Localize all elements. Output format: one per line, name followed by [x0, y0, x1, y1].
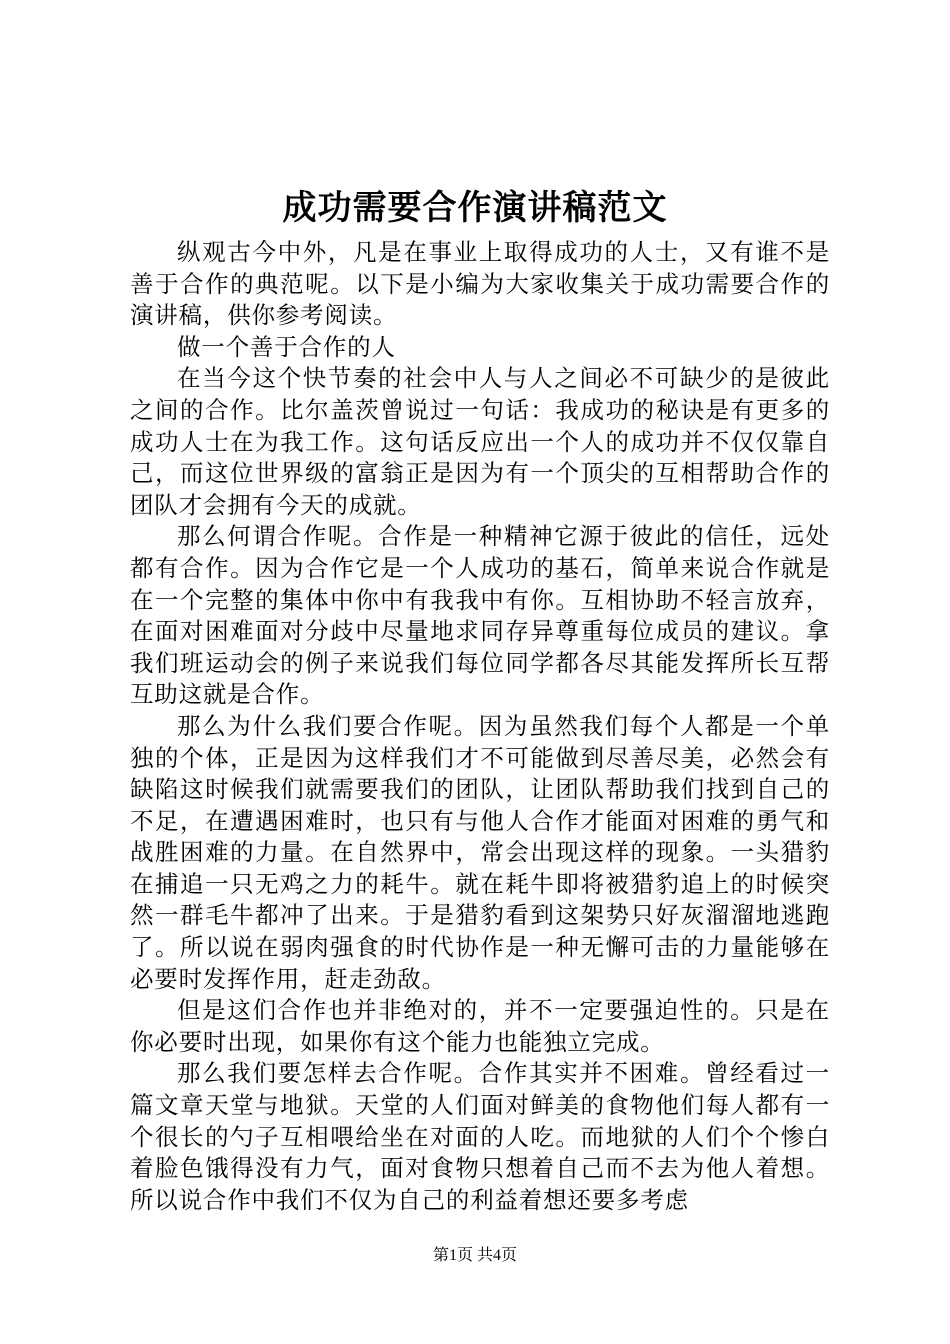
section-heading: 做一个善于合作的人 — [177, 332, 396, 361]
document-title: 成功需要合作演讲稿范文 — [282, 188, 668, 228]
paragraph-3: 那么为什么我们要合作呢。因为虽然我们每个人都是一个单独的个体，正是因为这样我们才不可能做到尽善尽美，必然会有缺陷这时候我们就需要我们的团队，让团队帮助我们找到自己的不足，在遭遇困难时，也只有与他人合作才能面对困难的勇气和战胜困难的力量。在自然界中，常会出现这样的现象。一头猎豹在捕追一只无鸡之力的耗牛。就在耗牛即将被猎豹追上的时候突然一群毛牛都冲了出来。于是猎豹看到这架势只好灰溜溜地逃跑了。所以说在弱肉强食的时代协作是一种无懈可击的力量能够在必要时发挥作用，赶走劲敌。 — [130, 711, 830, 993]
paragraph-intro: 纵观古今中外，凡是在事业上取得成功的人士，又有谁不是善于合作的典范呢。以下是小编为大家收集关于成功需要合作的演讲稿，供你参考阅读。 — [130, 238, 830, 330]
document-body — [130, 237, 830, 1216]
paragraph-1: 在当今这个快节奏的社会中人与人之间必不可缺少的是彼此之间的合作。比尔盖茨曾说过一句话：我成功的秘诀是有更多的成功人士在为我工作。这句话反应出一个人的成功并不仅仅靠自己，而这位世界级的富翁正是因为有一个顶尖的互相帮助合作的团队才会拥有今天的成就。 — [130, 364, 830, 519]
paragraph-2: 那么何谓合作呢。合作是一种精神它源于彼此的信任，远处都有合作。因为合作它是一个人成功的基石，简单来说合作就是在一个完整的集体中你中有我我中有你。互相协助不轻言放弃，在面对困难面对分歧中尽量地求同存异尊重每位成员的建议。拿我们班运动会的例子来说我们每位同学都各尽其能发挥所长互帮互助这就是合作。 — [130, 522, 830, 709]
page-number-footer: 第1页 共4页 — [432, 1247, 517, 1264]
paragraph-5: 那么我们要怎样去合作呢。合作其实并不困难。曾经看过一篇文章天堂与地狱。天堂的人们面对鲜美的食物他们每人都有一个很长的勺子互相喂给坐在对面的人吃。而地狱的人们个个惨白着脸色饿得没有力气，面对食物只想着自己而不去为他人着想。所以说合作中我们不仅为自己的利益着想还要多考虑 — [130, 1059, 830, 1214]
paragraph-4: 但是这们合作也并非绝对的，并不一定要强迫性的。只是在你必要时出现，如果你有这个能力也能独立完成。 — [130, 996, 830, 1056]
